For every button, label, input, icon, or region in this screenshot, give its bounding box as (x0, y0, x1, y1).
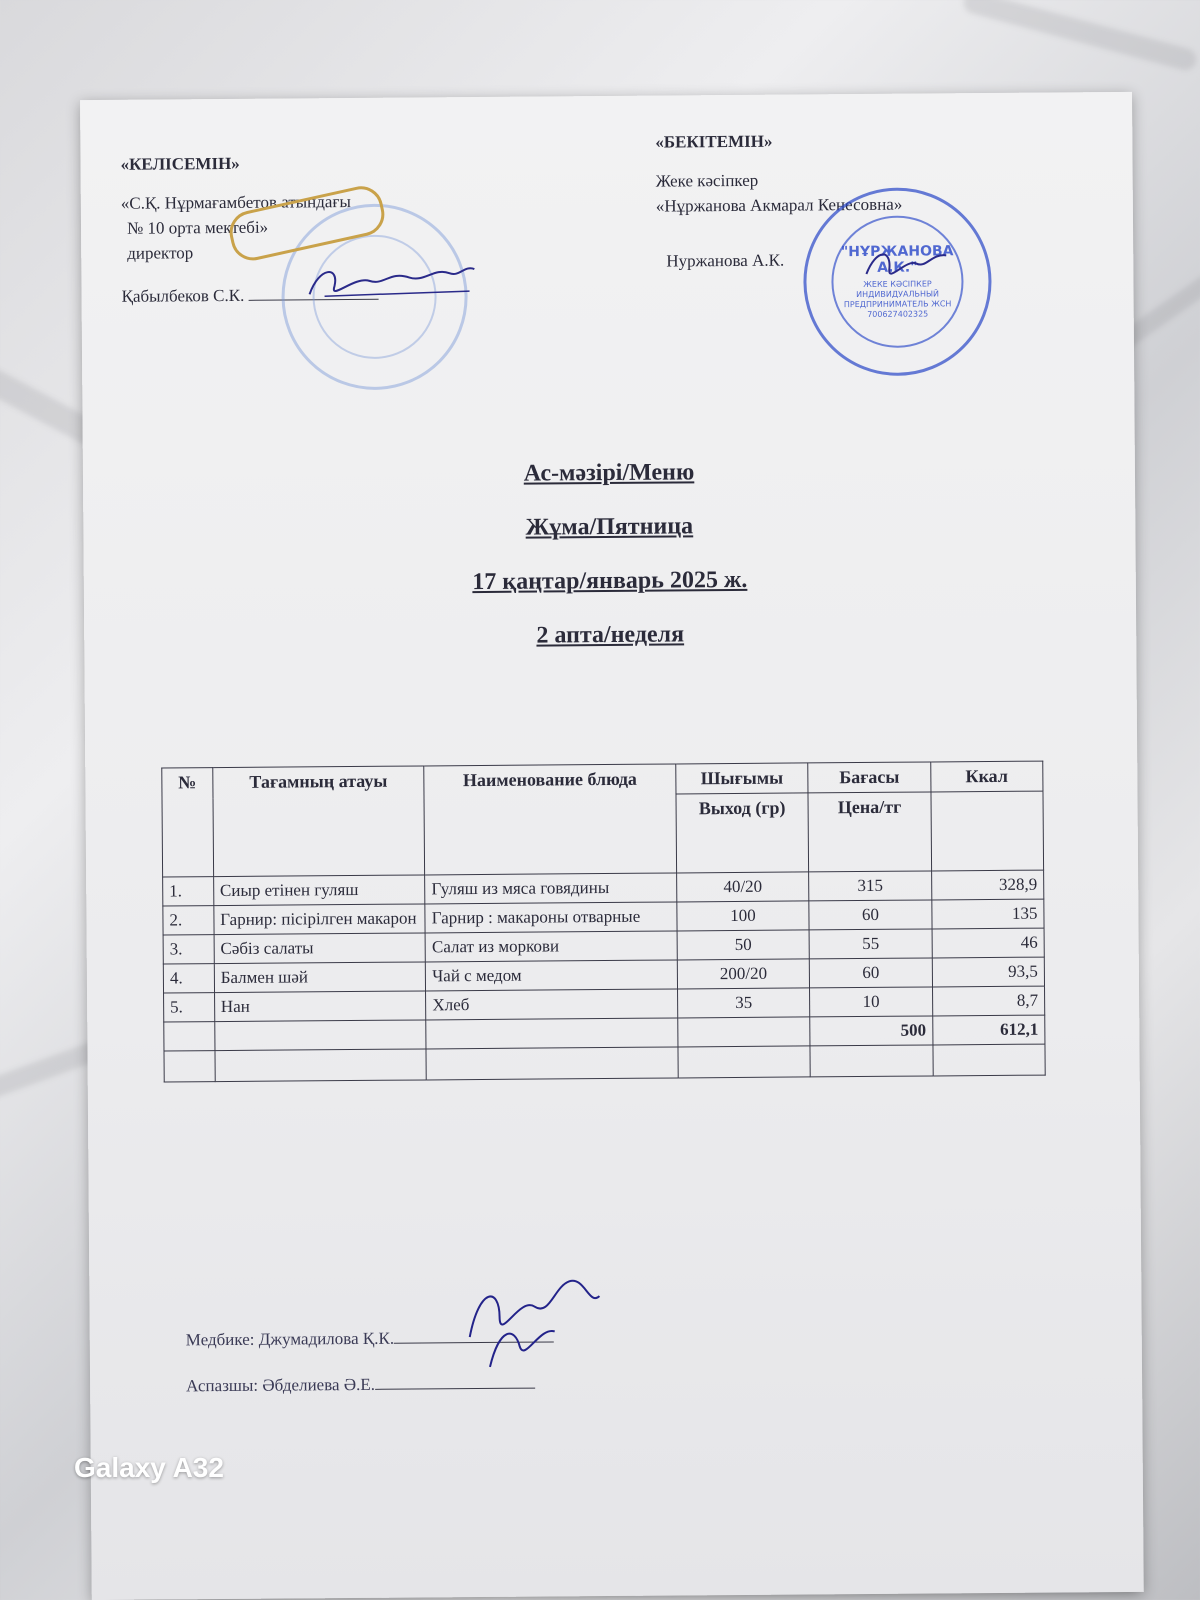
empty-cell (426, 1047, 678, 1080)
row-yield: 35 (677, 988, 810, 1018)
row-price: 55 (809, 929, 932, 959)
stamp-name: "НҰРЖАНОВА А.К." (840, 243, 954, 276)
approval-right-org: «Нұржанова Акмарал Кенесовна» (655, 194, 903, 216)
approval-right-position: Жеке кәсіпкер (655, 170, 759, 191)
title-date: 17 қаңтар/январь 2025 ж. (472, 566, 748, 596)
row-yield: 200/20 (677, 959, 810, 989)
total-price: 500 (810, 1016, 933, 1046)
row-price: 315 (809, 871, 932, 901)
total-empty (215, 1020, 427, 1051)
row-kcal: 8,7 (932, 986, 1045, 1016)
entrepreneur-signature (861, 243, 951, 294)
approval-right-signer: Нуржанова А.К. (666, 250, 785, 271)
col-yield-ru: Выход (гр) (676, 793, 809, 873)
approval-left-signer: Қабылбеков С.К. (121, 285, 245, 306)
title-menu: Ас-мәзірі/Меню (523, 459, 695, 487)
row-kcal: 135 (932, 899, 1045, 929)
approval-left-org-line1: «С.Қ. Нұрмағамбетов атындағы (120, 192, 351, 213)
row-name-ru: Хлеб (426, 989, 678, 1020)
row-name-ru: Гуляш из мяса говядины (425, 873, 677, 904)
col-name-ru: Наименование блюда (424, 764, 676, 875)
row-name-kz: Гарнир: пісірілген макарон (214, 904, 426, 935)
director-signature (299, 255, 479, 306)
col-kcal-empty (931, 791, 1044, 871)
col-name-kz: Тағамның атауы (213, 766, 425, 877)
row-name-ru: Гарнир : макароны отварные (425, 902, 677, 933)
title-day: Жұма/Пятница (525, 513, 694, 541)
empty-cell (215, 1049, 427, 1082)
row-kcal: 328,9 (931, 870, 1044, 900)
empty-cell (678, 1046, 811, 1078)
total-empty (678, 1017, 811, 1047)
row-name-kz: Сәбіз салаты (214, 933, 426, 964)
approval-right-header: «БЕКІТЕМІН» (655, 131, 773, 152)
camera-watermark: Galaxy A32 (74, 1452, 224, 1483)
empty-cell (810, 1045, 933, 1077)
nurse-signature (459, 1266, 610, 1377)
approval-left-header: «КЕЛІСЕМІН» (120, 153, 240, 174)
row-price: 60 (809, 900, 932, 930)
row-number: 2. (163, 906, 214, 935)
menu-table (161, 761, 1045, 1083)
row-name-kz: Балмен шәй (214, 962, 426, 993)
row-name-kz: Сиыр етінен гуляш (213, 875, 425, 906)
row-name-ru: Салат из моркови (425, 931, 677, 962)
document-page (80, 92, 1144, 1600)
title-week: 2 апта/неделя (536, 621, 685, 649)
row-kcal: 93,5 (932, 957, 1045, 987)
stamp-text: ЖЕКЕ КӘСІПКЕР ИНДИВИДУАЛЬНЫЙ ПРЕДПРИНИМАТЕЛЬ ЖСН 700627402325 (843, 279, 952, 319)
approval-left-position: директор (127, 243, 194, 263)
total-empty (426, 1018, 678, 1049)
menu-titles (83, 454, 1137, 678)
row-number: 4. (163, 964, 214, 993)
row-number: 3. (163, 935, 214, 964)
total-kcal: 612,1 (932, 1015, 1045, 1045)
total-empty (164, 1022, 215, 1051)
row-number: 5. (164, 993, 215, 1022)
row-yield: 100 (677, 901, 810, 931)
row-price: 60 (810, 958, 933, 988)
col-kcal: Ккал (930, 761, 1043, 792)
approval-left-org-line2: № 10 орта мектебі» (126, 217, 269, 238)
col-number: № (162, 768, 214, 877)
row-kcal: 46 (932, 928, 1045, 958)
col-price-ru: Цена/тг (808, 792, 931, 872)
row-name-kz: Нан (214, 991, 426, 1022)
row-yield: 50 (677, 930, 810, 960)
row-number: 1. (163, 877, 214, 906)
col-price-kz: Бағасы (808, 762, 931, 793)
row-yield: 40/20 (676, 872, 809, 902)
col-yield-kz: Шығымы (676, 763, 809, 794)
nurse-signer: Медбике: Джумадилова Қ.К. (185, 1328, 395, 1350)
empty-cell (933, 1044, 1046, 1076)
empty-cell (164, 1051, 215, 1082)
row-price: 10 (810, 987, 933, 1017)
row-name-ru: Чай с медом (426, 960, 678, 991)
table-empty-row (164, 1044, 1045, 1082)
cook-signer: Аспазшы: Әбделиева Ә.Е. (186, 1374, 376, 1396)
